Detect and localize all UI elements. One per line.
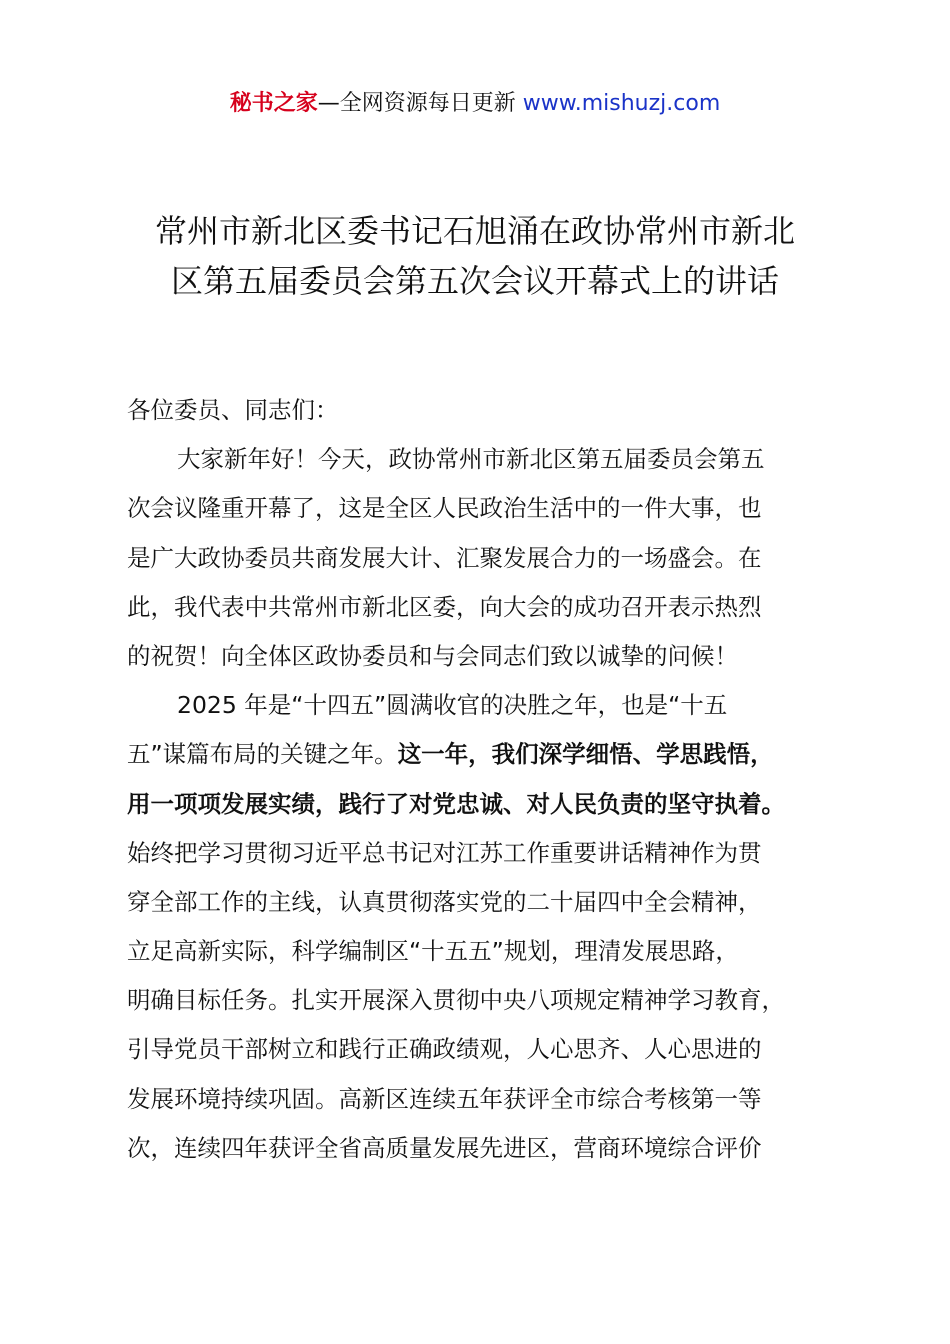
paragraph-line: 引导党员干部树立和践行正确政绩观，人心思齐、人心思进的 bbox=[127, 1035, 762, 1064]
bold-emphasis: 这一年，我们深学细悟、学思践悟， bbox=[397, 740, 774, 769]
paragraph-line: 次会议隆重开幕了，这是全区人民政治生活中的一件大事，也 bbox=[127, 494, 762, 523]
paragraph-line: 此，我代表中共常州市新北区委，向大会的成功召开表示热烈 bbox=[127, 592, 762, 621]
paragraph-line: 发展环境持续巩固。高新区连续五年获评全市综合考核第一等 bbox=[127, 1084, 762, 1113]
paragraph-line: 次，连续四年获评全省高质量发展先进区，营商环境综合评价 bbox=[127, 1133, 762, 1162]
paragraph-line: 大家新年好！今天，政协常州市新北区第五届委员会第五 bbox=[177, 445, 765, 474]
title-line: 常州市新北区委书记石旭涌在政协常州市新北 bbox=[154, 212, 795, 250]
paragraph-line bbox=[127, 730, 839, 779]
paragraph-line: 穿全部工作的主线，认真贯彻落实党的二十届四中全会精神， bbox=[127, 887, 762, 916]
paragraph-text: 五”谋篇布局的关键之年。 bbox=[127, 740, 398, 769]
bold-emphasis: 用一项项发展实绩，践行了对党忠诚、对人民负责的坚守执着。 bbox=[127, 789, 785, 818]
paragraph-line bbox=[127, 780, 839, 829]
title-line: 区第五届委员会第五次会议开幕式上的讲话 bbox=[170, 262, 779, 300]
site-url[interactable]: www.mishuzj.com bbox=[522, 91, 721, 116]
document-body bbox=[127, 386, 839, 1173]
paragraph-line: 的祝贺！向全体区政协委员和与会同志们致以诚挚的问候！ bbox=[127, 641, 738, 670]
document-title bbox=[100, 206, 850, 306]
site-brand: 秘书之家 bbox=[229, 91, 318, 116]
paragraph-line: 2025 年是“十四五”圆满收官的决胜之年，也是“十五 bbox=[177, 691, 728, 720]
site-header bbox=[0, 88, 950, 120]
salutation: 各位委员、同志们： bbox=[127, 396, 339, 424]
paragraph-line: 立足高新实际，科学编制区“十五五”规划，理清发展思路， bbox=[127, 937, 739, 966]
paragraph-line: 是广大政协委员共商发展大计、汇聚发展合力的一场盛会。在 bbox=[127, 543, 762, 572]
paragraph-line: 始终把学习贯彻习近平总书记对江苏工作重要讲话精神作为贯 bbox=[127, 838, 762, 867]
site-tagline: —全网资源每日更新 bbox=[317, 91, 516, 116]
paragraph-line: 明确目标任务。扎实开展深入贯彻中央八项规定精神学习教育， bbox=[127, 986, 785, 1015]
